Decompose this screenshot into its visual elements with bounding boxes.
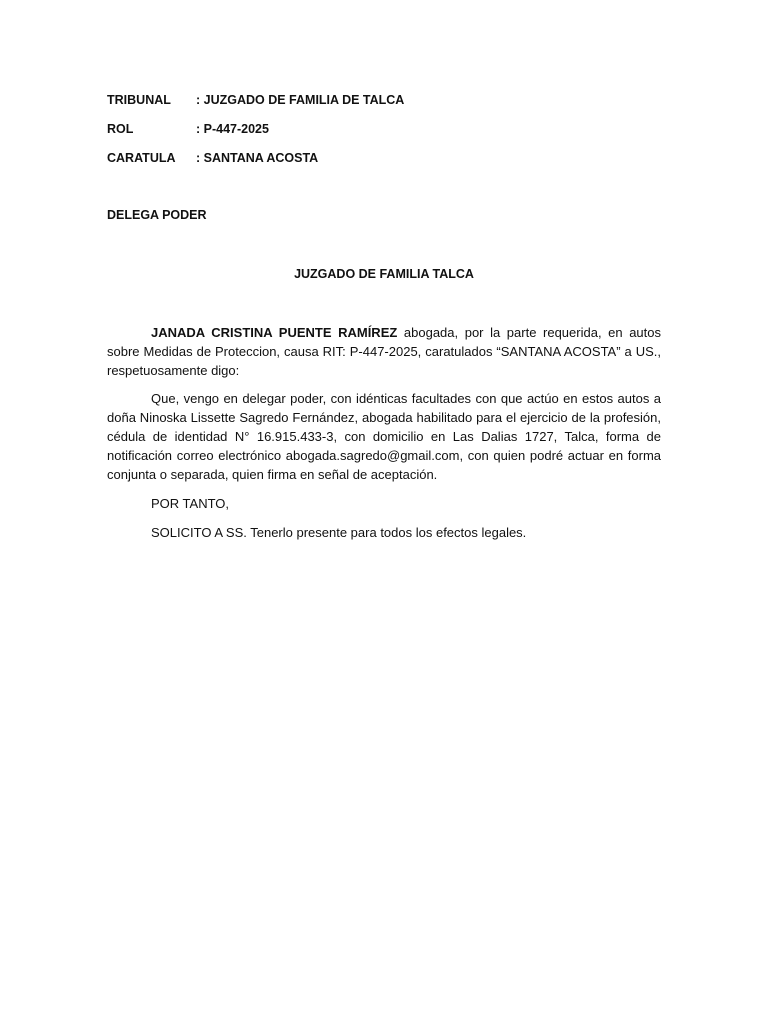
rol-row xyxy=(107,121,269,137)
caratula-value: : SANTANA ACOSTA xyxy=(196,151,319,165)
solicito: SOLICITO A SS. Tenerlo presente para todos los efectos legales. xyxy=(151,525,527,540)
intro-text: abogada, por la parte requerida, en autos sobre Medidas de Proteccion, causa RIT: P-447-2025, caratulados “SANTANA ACOSTA” a US., respetuosamente digo: xyxy=(107,325,661,378)
court-heading: JUZGADO DE FAMILIA TALCA xyxy=(294,267,474,281)
tribunal-label: TRIBUNAL xyxy=(107,93,171,107)
paragraph-intro xyxy=(107,323,661,380)
paragraph-delegation: Que, vengo en delegar poder, con idénticas facultades con que actúo en estos autos a doña Ninoska Lissette Sagredo Fernández, abogada habilitado para el ejercicio de la profesión, cédula de identidad N° 16.915.433-3, con domicilio en Las Dalias 1727, Talca, forma de notificación correo electrónico abogada.sagredo@gmail.com, con quien podré actuar en forma conjunta o separada, quien firma en señal de aceptación. xyxy=(107,391,661,482)
lawyer-name: JANADA CRISTINA PUENTE RAMÍREZ xyxy=(151,325,398,340)
caratula-row xyxy=(107,150,318,166)
rol-label: ROL xyxy=(107,122,134,136)
caratula-label: CARATULA xyxy=(107,151,176,165)
rol-value: : P-447-2025 xyxy=(196,122,269,136)
tribunal-value: : JUZGADO DE FAMILIA DE TALCA xyxy=(196,93,405,107)
tribunal-row xyxy=(107,92,404,108)
por-tanto: POR TANTO, xyxy=(151,496,230,511)
document-subject: DELEGA PODER xyxy=(107,208,207,222)
